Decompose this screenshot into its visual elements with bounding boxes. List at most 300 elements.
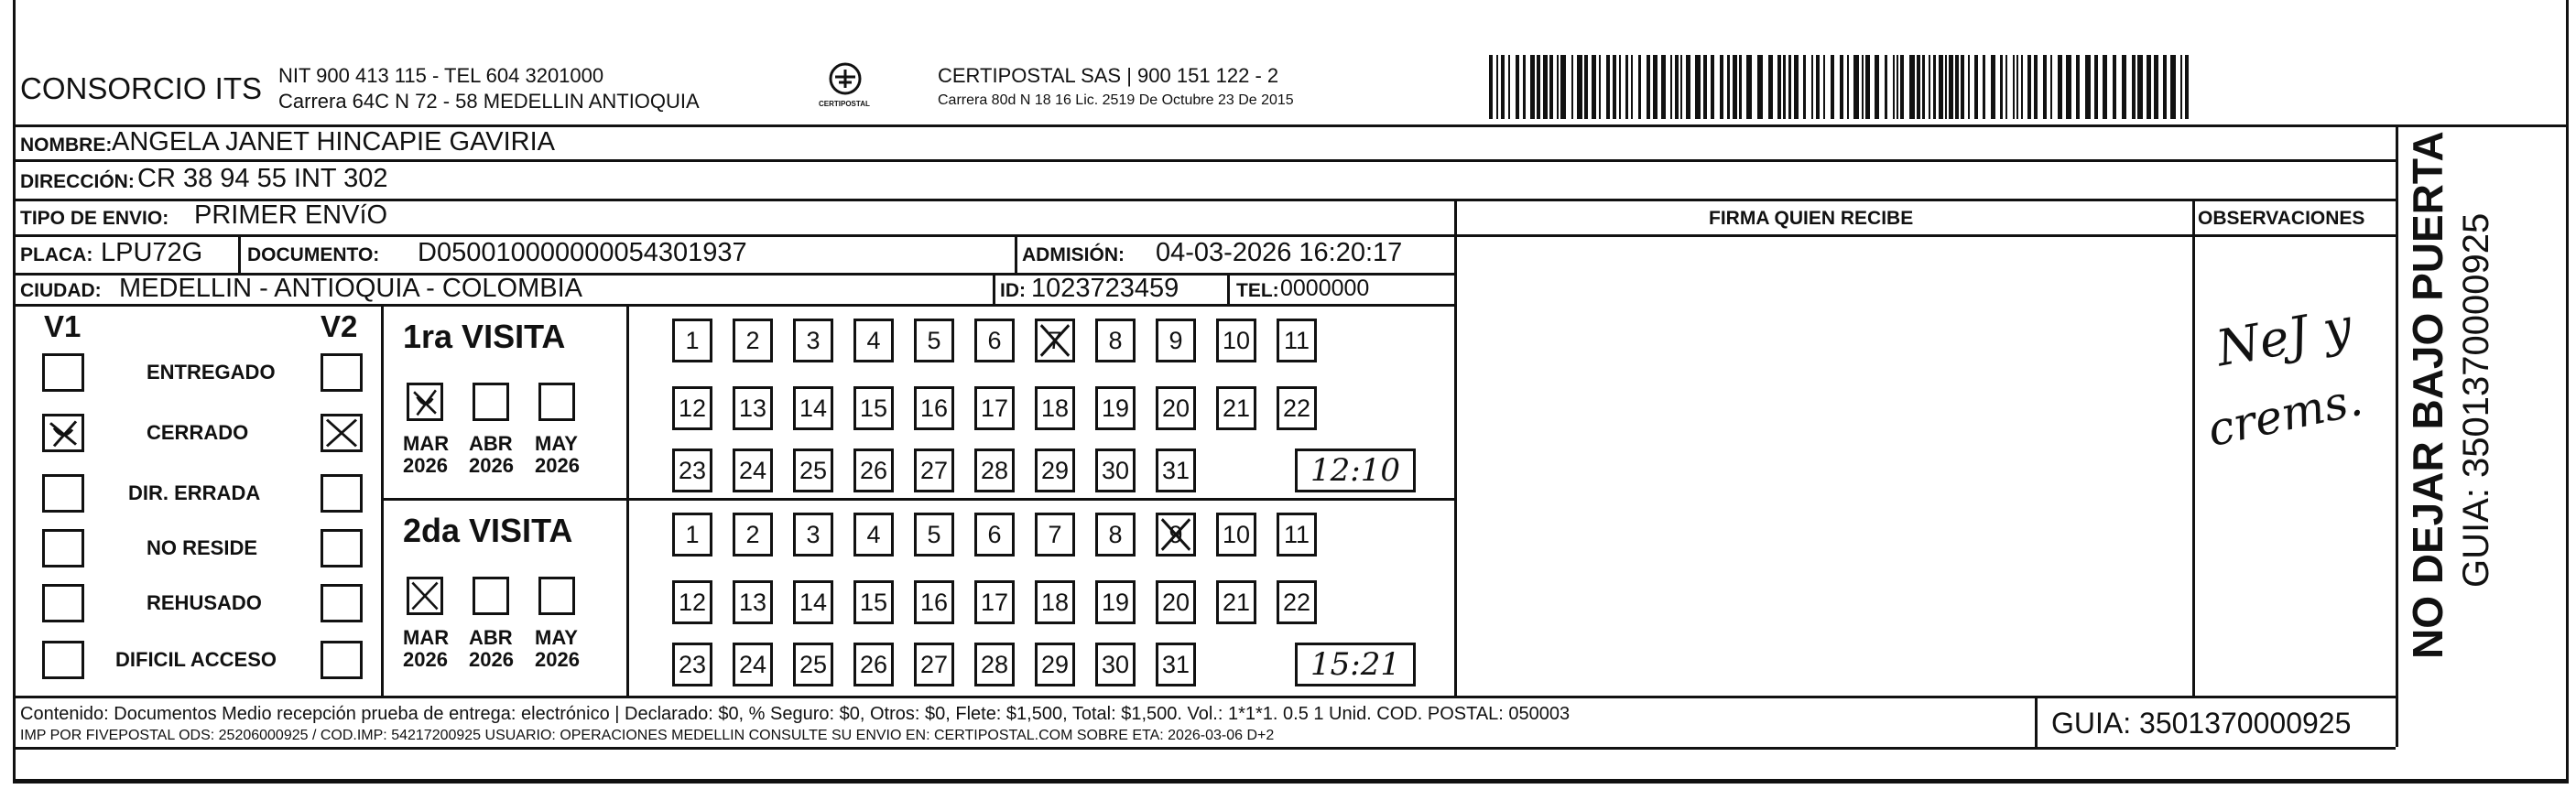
day-box[interactable] [672, 386, 712, 430]
day-box[interactable] [672, 319, 712, 362]
v2-checkbox[interactable] [321, 474, 363, 513]
observaciones-label: OBSERVACIONES [2198, 208, 2365, 229]
barcode-bar [1703, 55, 1707, 119]
divider-line [1454, 234, 2192, 237]
divider-line [1454, 199, 1457, 696]
barcode-bar [1543, 55, 1548, 119]
month-checkbox[interactable] [473, 383, 509, 421]
v2-checkbox[interactable] [321, 529, 363, 567]
documento-value: D050010000000054301937 [418, 238, 747, 267]
day-box[interactable] [1277, 513, 1317, 557]
barcode-bar [1647, 55, 1650, 119]
day-number: 18 [1040, 588, 1070, 616]
barcode-bar [1638, 55, 1641, 119]
barcode-bar [1577, 55, 1582, 119]
day-box[interactable] [1035, 513, 1075, 557]
id-value: 1023723459 [1031, 274, 1179, 303]
day-box[interactable] [1216, 513, 1256, 557]
day-number: 17 [980, 394, 1009, 422]
nombre-value: ANGELA JANET HINCAPIE GAVIRIA [112, 127, 556, 157]
month-checkbox[interactable] [407, 577, 443, 615]
logo-text: CERTIPOSTAL [819, 100, 870, 108]
barcode-bar [1489, 55, 1493, 119]
barcode-bar [1939, 55, 1943, 119]
day-number: 7 [1048, 326, 1062, 354]
day-box[interactable] [1216, 580, 1256, 624]
day-box[interactable] [1095, 580, 1136, 624]
day-box[interactable] [1095, 449, 1136, 492]
day-number: 13 [738, 588, 767, 616]
barcode-bar [1875, 55, 1879, 119]
day-box[interactable] [974, 449, 1015, 492]
day-number: 28 [980, 456, 1009, 484]
month-checkbox[interactable] [538, 383, 575, 421]
carrier-line2: Carrera 80d N 18 16 Lic. 2519 De Octubre 23 De 2015 [938, 92, 1294, 108]
barcode-bar [2058, 55, 2062, 119]
tel-value: 0000000 [1280, 276, 1370, 301]
v1-checkbox[interactable] [42, 641, 84, 679]
barcode-bar [1862, 55, 1864, 119]
barcode-bar [2103, 55, 2107, 119]
barcode-bar [1720, 55, 1723, 119]
barcode-bar [2043, 55, 2047, 119]
day-number: 3 [806, 520, 821, 548]
barcode-bar [1816, 55, 1820, 119]
barcode-bar [2154, 55, 2158, 119]
day-number: 14 [799, 394, 828, 422]
divider-line [13, 747, 2396, 750]
year-label: 2026 [403, 648, 448, 671]
barcode-bar [2163, 55, 2167, 119]
year-label: 2026 [403, 454, 448, 477]
day-box[interactable] [974, 319, 1015, 362]
day-number: 12 [678, 394, 707, 422]
barcode-bar [1606, 55, 1610, 119]
day-box[interactable] [1095, 319, 1136, 362]
check-mark-icon [45, 416, 82, 449]
barcode-bar [1631, 55, 1633, 119]
status-label: DIFICIL ACCESO [115, 648, 277, 671]
tipo-envio-value: PRIMER ENVíO [194, 200, 388, 230]
barcode-bar [1929, 55, 1930, 119]
company-line2: Carrera 64C N 72 - 58 MEDELLIN ANTIOQUIA [278, 90, 700, 113]
month-label: ABR [469, 626, 513, 649]
day-box[interactable] [914, 319, 954, 362]
day-box[interactable] [1095, 513, 1136, 557]
certipostal-logo [815, 60, 875, 113]
divider-line [381, 304, 384, 696]
day-number: 15 [859, 394, 888, 422]
barcode-bar [1853, 55, 1859, 119]
day-box[interactable] [793, 580, 833, 624]
divider-line [1227, 273, 1230, 304]
barcode-bar [1983, 55, 1985, 119]
divider-line [2192, 234, 2396, 237]
admision-value: 04-03-2026 16:20:17 [1156, 238, 1403, 267]
day-box[interactable] [1156, 449, 1196, 492]
v1-checkbox[interactable] [42, 414, 84, 452]
day-box[interactable] [1035, 449, 1075, 492]
day-number: 11 [1283, 326, 1310, 354]
day-box[interactable] [733, 643, 773, 686]
day-box[interactable] [1035, 643, 1075, 686]
barcode-bar [2066, 55, 2071, 119]
divider-line [13, 696, 2396, 698]
divider-line [1015, 234, 1017, 273]
barcode-bar [1900, 55, 1904, 119]
day-number: 22 [1282, 588, 1311, 616]
day-number: 25 [799, 456, 828, 484]
v2-checkbox[interactable] [321, 641, 363, 679]
company-name: CONSORCIO ITS [20, 71, 263, 105]
day-box[interactable] [1156, 319, 1196, 362]
divider-line [2396, 124, 2398, 747]
day-box[interactable] [914, 580, 954, 624]
day-number: 9 [1168, 520, 1183, 548]
year-label: 2026 [535, 648, 580, 671]
status-label: DIR. ERRADA [128, 481, 261, 504]
barcode-bar [2113, 55, 2116, 119]
day-box[interactable] [853, 386, 894, 430]
day-number: 21 [1222, 394, 1251, 422]
v2-checkbox[interactable] [321, 353, 363, 392]
barcode-bar [2085, 55, 2091, 119]
barcode-bar [1625, 55, 1628, 119]
footer-guia: GUIA: 3501370000925 [2051, 707, 2352, 740]
day-box[interactable] [853, 319, 894, 362]
barcode-bar [2000, 55, 2003, 119]
direccion-label: DIRECCIÓN: [20, 171, 135, 192]
barcode-bar [1613, 55, 1616, 119]
day-box[interactable] [793, 449, 833, 492]
placa-label: PLACA: [20, 244, 93, 265]
day-number: 27 [919, 650, 949, 678]
day-number: 3 [806, 326, 821, 354]
divider-line [13, 159, 2396, 162]
barcode-bar [2185, 55, 2189, 119]
ciudad-value: MEDELLIN - ANTIOQUIA - COLOMBIA [119, 274, 582, 303]
day-number: 24 [738, 650, 767, 678]
day-number: 19 [1101, 394, 1130, 422]
barcode-bar [1897, 55, 1898, 119]
barcode-bar [1823, 55, 1825, 119]
day-box[interactable] [1035, 580, 1075, 624]
check-mark-icon [409, 579, 440, 612]
day-box[interactable] [853, 580, 894, 624]
barcode-bar [1530, 55, 1535, 119]
barcode-bar [2132, 55, 2136, 119]
barcode-bar [1727, 55, 1730, 119]
day-box[interactable] [853, 449, 894, 492]
firma-label: FIRMA QUIEN RECIBE [1709, 208, 1914, 229]
v1-checkbox[interactable] [42, 474, 84, 513]
barcode-bar [1711, 55, 1714, 119]
day-number: 20 [1161, 588, 1190, 616]
status-label: ENTREGADO [147, 361, 276, 384]
admision-label: ADMISIÓN: [1022, 244, 1125, 265]
barcode-bar [1803, 55, 1806, 119]
status-label: REHUSADO [147, 591, 262, 614]
barcode-bar [1922, 55, 1925, 119]
day-number: 24 [738, 456, 767, 484]
day-box[interactable] [1156, 643, 1196, 686]
day-box[interactable] [672, 580, 712, 624]
barcode-bar [1523, 55, 1526, 119]
day-box[interactable] [733, 580, 773, 624]
day-box[interactable] [974, 580, 1015, 624]
day-number: 21 [1222, 588, 1251, 616]
day-box[interactable] [853, 643, 894, 686]
day-number: 19 [1101, 588, 1130, 616]
v2-checkbox[interactable] [321, 584, 363, 622]
barcode-bar [1549, 55, 1553, 119]
day-number: 2 [745, 326, 760, 354]
visit-time-box[interactable] [1295, 449, 1416, 492]
day-box[interactable] [1156, 580, 1196, 624]
barcode-bar [1537, 55, 1540, 119]
day-box[interactable] [1095, 386, 1136, 430]
v1-checkbox[interactable] [42, 353, 84, 392]
day-box[interactable] [1277, 319, 1317, 362]
barcode-bar [2170, 55, 2176, 119]
day-number: 1 [685, 520, 700, 548]
month-checkbox[interactable] [407, 383, 443, 421]
barcode-bar [1811, 55, 1813, 119]
day-box[interactable] [1156, 513, 1196, 557]
v1-checkbox[interactable] [42, 584, 84, 622]
month-label: MAY [535, 626, 578, 649]
day-box[interactable] [853, 513, 894, 557]
footer-imp: IMP POR FIVEPOSTAL ODS: 25206000925 / COD.IMP: 54217200925 USUARIO: OPERACIONES MEDELLIN CONSULTE SU ENVIO EN: CERTIPOSTAL.COM SOBRE ETA: 2026-03-06 D+2 [20, 728, 1275, 743]
day-number: 18 [1040, 394, 1070, 422]
status-label: NO RESIDE [147, 536, 258, 559]
day-box[interactable] [974, 386, 1015, 430]
barcode-bar [1557, 55, 1559, 119]
day-box[interactable] [793, 386, 833, 430]
day-box[interactable] [1095, 643, 1136, 686]
year-label: 2026 [469, 454, 514, 477]
ciudad-label: CIUDAD: [20, 280, 102, 301]
placa-value: LPU72G [101, 238, 203, 267]
visit-time: 12:10 [1310, 452, 1400, 489]
barcode-bar [1961, 55, 1964, 119]
id-label: ID: [1000, 280, 1026, 301]
day-number: 9 [1168, 326, 1183, 354]
day-box[interactable] [1277, 580, 1317, 624]
day-number: 4 [866, 326, 881, 354]
day-box[interactable] [1156, 386, 1196, 430]
day-number: 28 [980, 650, 1009, 678]
documento-label: DOCUMENTO: [247, 244, 380, 265]
visit-title: 1ra VISITA [403, 318, 566, 355]
barcode-bar [1783, 55, 1786, 119]
barcode-bar [1968, 55, 1970, 119]
day-box[interactable] [733, 386, 773, 430]
day-box[interactable] [914, 386, 954, 430]
barcode-bar [1599, 55, 1601, 119]
day-number: 29 [1040, 650, 1070, 678]
status-label: CERRADO [147, 421, 249, 444]
day-box[interactable] [1035, 386, 1075, 430]
day-box[interactable] [733, 449, 773, 492]
day-number: 1 [685, 326, 700, 354]
day-number: 8 [1108, 326, 1123, 354]
day-box[interactable] [793, 513, 833, 557]
footer-contenido: Contenido: Documentos Medio recepción prueba de entrega: electrónico | Declarado: $0, % Seguro: $0, Otros: $0, Flete: $1,500, Total: $1,500. Vol.: 1*1*1. 0.5 1 Unid. COD. POSTAL: 050003 [20, 704, 1571, 724]
barcode-bar [1945, 55, 1947, 119]
barcode-bar [1584, 55, 1588, 119]
year-label: 2026 [469, 648, 514, 671]
observaciones-handwriting-2: crems. [2202, 372, 2367, 458]
barcode-bar [1840, 55, 1843, 119]
v1-checkbox[interactable] [42, 529, 84, 567]
barcode-bar [1885, 55, 1887, 119]
barcode-bar [2021, 55, 2023, 119]
divider-line [381, 498, 1456, 501]
divider-line [13, 304, 1456, 307]
barcode-bar [1571, 55, 1573, 119]
day-box[interactable] [1216, 386, 1256, 430]
barcode-bar [1794, 55, 1799, 119]
barcode-bar [2137, 55, 2143, 119]
day-number: 15 [859, 588, 888, 616]
day-box[interactable] [914, 643, 954, 686]
day-box[interactable] [1277, 386, 1317, 430]
day-number: 12 [678, 588, 707, 616]
day-box[interactable] [793, 643, 833, 686]
year-label: 2026 [535, 454, 580, 477]
day-number: 31 [1161, 650, 1190, 678]
day-box[interactable] [672, 449, 712, 492]
day-number: 8 [1108, 520, 1123, 548]
barcode-bar [1680, 55, 1682, 119]
day-box[interactable] [974, 643, 1015, 686]
day-number: 29 [1040, 456, 1070, 484]
barcode-bar [1847, 55, 1849, 119]
barcode-bar [2180, 55, 2182, 119]
day-number: 6 [987, 326, 1002, 354]
day-box[interactable] [793, 319, 833, 362]
barcode-bar [1695, 55, 1701, 119]
barcode-bar [1991, 55, 1995, 119]
barcode-bar [2027, 55, 2031, 119]
visit-time-box[interactable] [1295, 643, 1416, 686]
barcode-bar [2122, 55, 2126, 119]
day-number: 17 [980, 588, 1009, 616]
barcode-bar [1661, 55, 1666, 119]
day-box[interactable] [733, 513, 773, 557]
month-checkbox[interactable] [473, 577, 509, 615]
day-box[interactable] [914, 513, 954, 557]
day-box[interactable] [733, 319, 773, 362]
day-number: 16 [919, 588, 949, 616]
check-mark-icon [409, 385, 440, 418]
check-mark-icon [1158, 515, 1193, 554]
divider-line [993, 273, 995, 304]
barcode-bar [1974, 55, 1978, 119]
nombre-label: NOMBRE: [20, 135, 113, 156]
barcode-bar [1675, 55, 1679, 119]
day-number: 14 [799, 588, 828, 616]
check-mark-icon [323, 416, 360, 449]
barcode-bar [1909, 55, 1915, 119]
barcode-bar [1788, 55, 1791, 119]
day-number: 22 [1282, 394, 1311, 422]
day-number: 10 [1222, 326, 1251, 354]
barcode-bar [1933, 55, 1936, 119]
divider-line [2192, 199, 2195, 696]
barcode-bar [1917, 55, 1920, 119]
observaciones-handwriting-1: NeJ y [2212, 297, 2356, 378]
barcode-bar [1653, 55, 1658, 119]
tipo-envio-label: TIPO DE ENVIO: [20, 208, 169, 229]
day-number: 16 [919, 394, 949, 422]
barcode-bar [1757, 55, 1763, 119]
check-mark-icon [1038, 321, 1072, 360]
divider-line [2035, 696, 2038, 747]
v2-checkbox[interactable] [321, 414, 363, 452]
barcode-bar [1619, 55, 1621, 119]
barcode-bar [1949, 55, 1953, 119]
barcode-bar [1768, 55, 1773, 119]
barcode-bar [2016, 55, 2018, 119]
day-number: 2 [745, 520, 760, 548]
month-label: MAR [403, 432, 450, 455]
visit-title: 2da VISITA [403, 512, 573, 549]
barcode-bar [1865, 55, 1870, 119]
barcode-bar [2034, 55, 2038, 119]
day-box[interactable] [672, 643, 712, 686]
day-number: 11 [1283, 520, 1310, 548]
day-number: 23 [678, 456, 707, 484]
day-number: 27 [919, 456, 949, 484]
month-label: ABR [469, 432, 513, 455]
day-number: 7 [1048, 520, 1062, 548]
v1-label: V1 [44, 309, 82, 343]
day-box[interactable] [914, 449, 954, 492]
day-number: 23 [678, 650, 707, 678]
visit-time: 15:21 [1310, 646, 1400, 683]
divider-line [626, 304, 629, 696]
day-box[interactable] [1216, 319, 1256, 362]
day-number: 26 [859, 650, 888, 678]
company-line1: NIT 900 413 115 - TEL 604 3201000 [278, 64, 604, 87]
barcode-bar [1508, 55, 1510, 119]
day-number: 6 [987, 520, 1002, 548]
day-number: 30 [1101, 650, 1130, 678]
barcode-bar [1893, 55, 1895, 119]
barcode [1489, 55, 2198, 119]
direccion-value: CR 38 94 55 INT 302 [137, 164, 388, 193]
day-number: 30 [1101, 456, 1130, 484]
barcode-bar [1955, 55, 1959, 119]
day-number: 5 [927, 520, 941, 548]
carrier-line1: CERTIPOSTAL SAS | 900 151 122 - 2 [938, 64, 1279, 87]
month-label: MAR [403, 626, 450, 649]
day-number: 5 [927, 326, 941, 354]
v2-label: V2 [321, 309, 358, 343]
barcode-bar [1733, 55, 1737, 119]
day-box[interactable] [672, 513, 712, 557]
barcode-bar [1686, 55, 1690, 119]
day-box[interactable] [1035, 319, 1075, 362]
side-no-dejar: NO DEJAR BAJO PUERTA [2404, 131, 2451, 659]
day-box[interactable] [974, 513, 1015, 557]
barcode-bar [1777, 55, 1781, 119]
month-checkbox[interactable] [538, 577, 575, 615]
day-number: 4 [866, 520, 881, 548]
barcode-bar [1501, 55, 1505, 119]
